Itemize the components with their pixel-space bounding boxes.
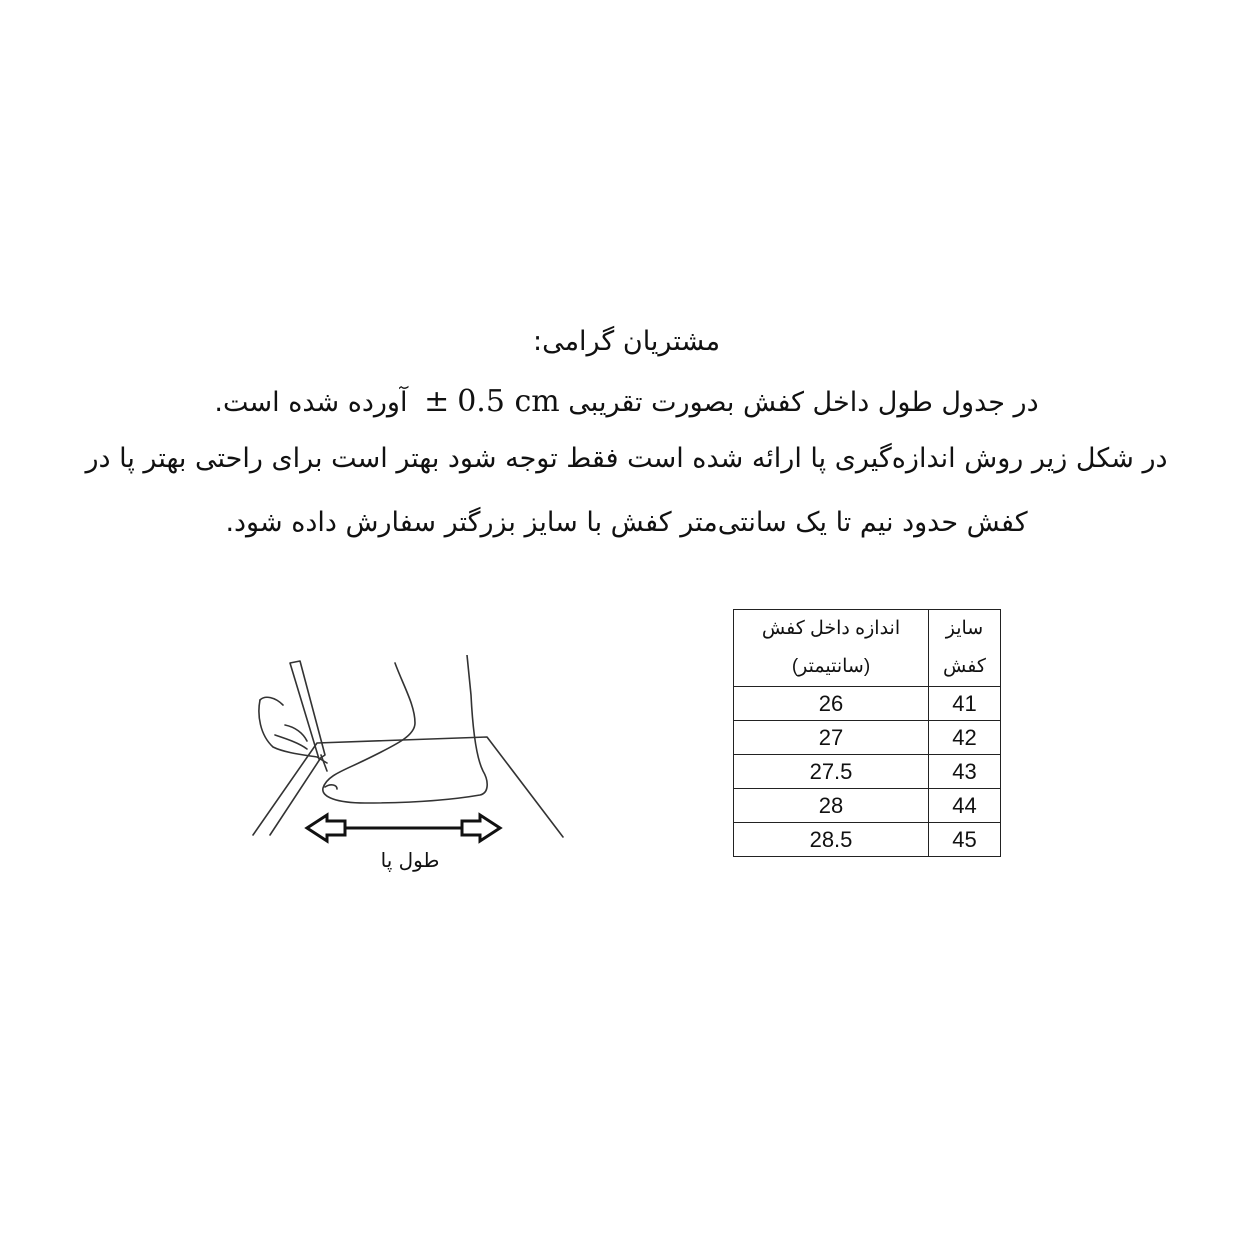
header-length-line-2: (سانتیمتر) [791,656,871,677]
table-row [734,823,1001,857]
header-size-line-2: کفش [943,656,986,677]
size-cell: 45 [929,823,1001,857]
table-row [734,721,1001,755]
paper-outline [253,737,563,837]
length-cell: 27.5 [734,755,929,789]
tolerance-amount: 0.5 cm [457,384,560,419]
header-shoe-size [929,610,1001,687]
length-arrow [307,815,500,841]
header-inner-length [734,610,929,687]
tolerance-value [416,384,560,419]
tolerance-line [0,384,1253,419]
length-cell: 26 [734,687,929,721]
table-row [734,687,1001,721]
pen-outline [290,661,325,759]
header-size-line-1: سایز [945,618,984,639]
length-cell: 28.5 [734,823,929,857]
instruction-line-1: در شکل زیر روش اندازه‌گیری پا ارائه شده است فقط توجه شود بهتر است برای راحتی بهتر پا در [85,443,1168,474]
greeting-heading: مشتریان گرامی: [532,326,721,357]
tolerance-text-start: در جدول طول داخل کفش بصورت تقریبی [568,387,1039,418]
foot-length-label: طول پا [380,848,440,872]
size-cell: 41 [929,687,1001,721]
size-cell: 44 [929,789,1001,823]
length-cell: 28 [734,789,929,823]
tolerance-text-end: آورده شده است. [214,387,408,418]
plus-minus-sign: ± [424,384,450,419]
table-row [734,789,1001,823]
header-length-line-1: اندازه داخل کفش [761,618,901,639]
instruction-line-2: کفش حدود نیم تا یک سانتی‌متر کفش با سایز بزرگتر سفارش داده شود. [225,507,1028,538]
size-cell: 43 [929,755,1001,789]
leg-outline [323,655,487,803]
table-row [734,755,1001,789]
size-table [733,609,1001,857]
size-cell: 42 [929,721,1001,755]
length-cell: 27 [734,721,929,755]
table-header-row [734,610,1001,687]
